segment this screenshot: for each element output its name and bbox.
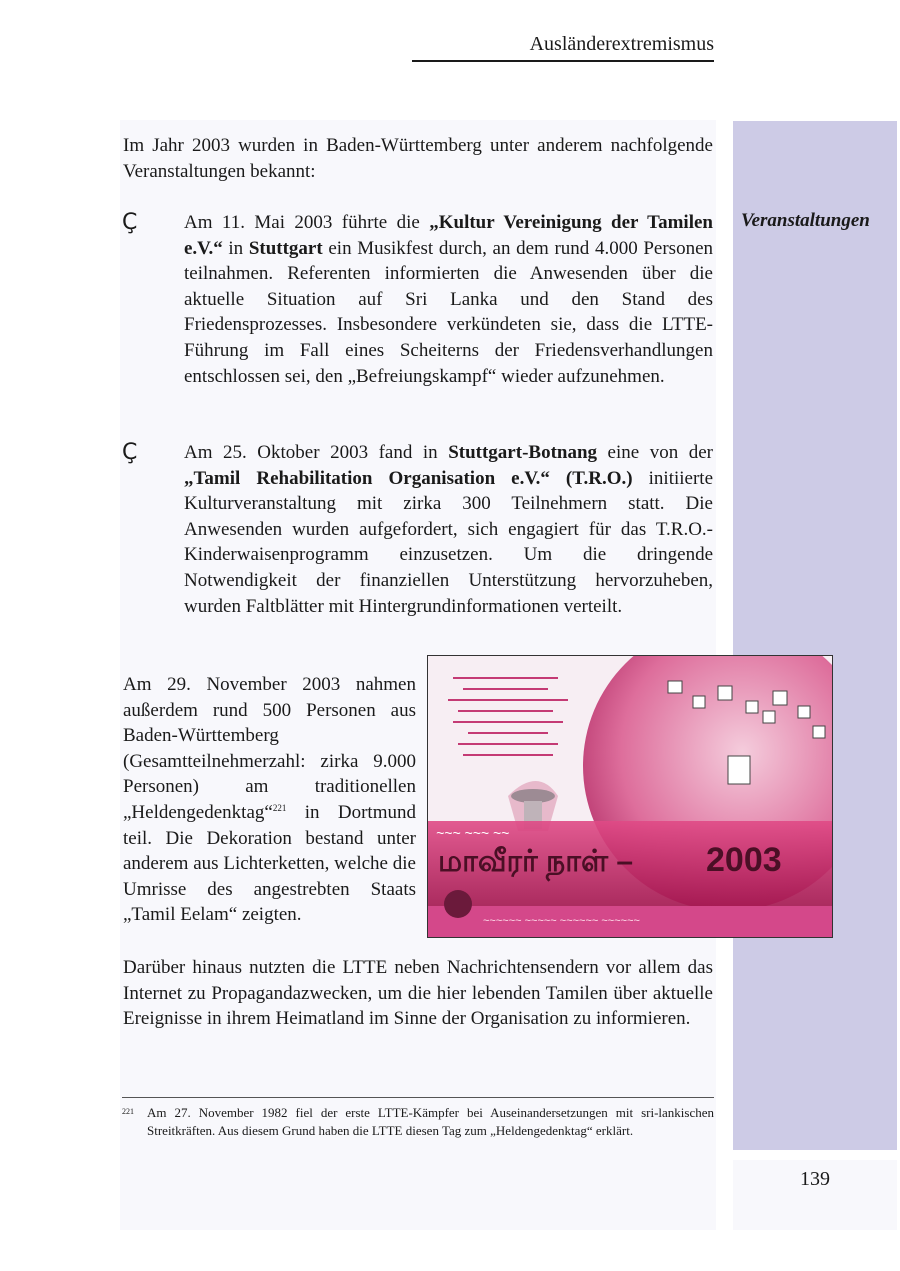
svg-text:~~~ ~~~ ~~: ~~~ ~~~ ~~: [436, 825, 510, 841]
footnote-text: Am 27. November 1982 fiel der erste LTTE-Kämpfer bei Auseinandersetzungen mit sri-lankischen Streitkräften. Aus diesem Grund haben die LTTE diesen Tag zum „Heldengedenktag“ erklärt.: [147, 1105, 714, 1138]
closing-paragraph: Darüber hinaus nutzten die LTTE neben Nachrichtensendern vor allem das Internet zu Propagandazwecken, um die hier lebenden Tamilen über aktuelle Ereignisse in ihrem Heimatland im Sinne der Organisation zu informieren.: [123, 957, 713, 1030]
footnote-divider: [122, 1097, 714, 1098]
svg-text:2003: 2003: [706, 841, 782, 879]
bullet-marker: Ç: [122, 440, 138, 465]
bullet-marker: Ç: [122, 210, 138, 235]
footnote-number: 221: [122, 1107, 134, 1116]
heldengedenktag-poster-image: [427, 655, 833, 938]
poster-artwork: [428, 656, 832, 937]
sidebar-label: Veranstaltungen: [741, 210, 870, 231]
svg-text:~~~~~~ ~~~~~ ~~~~~~ ~~~~~~: ~~~~~~ ~~~~~ ~~~~~~ ~~~~~~: [483, 915, 640, 927]
bullet-paragraph: Am 11. Mai 2003 führte die „Kultur Vereinigung der Tamilen e.V.“ in Stuttgart ein Musikfest durch, an dem rund 4.000 Personen teilnahmen. Referenten informierten die Anwesenden über die aktuelle Situation auf Sri Lanka und den Stand des Friedensprozesses. Insbesondere verkündeten sie, dass die LTTE-Führung im Fall eines Scheiterns der Friedensverhandlungen entschlossen sei, den „Befreiungskampf“ wieder aufzunehmen.: [184, 212, 714, 387]
svg-text:மாவீரர் நாள் –: மாவீரர் நாள் –: [438, 845, 634, 878]
running-header: Ausländerextremismus: [412, 33, 714, 62]
page-number: 139: [733, 1160, 897, 1230]
margin-sidebar: [733, 121, 897, 1150]
bullet-paragraph: Am 25. Oktober 2003 fand in Stuttgart-Botnang eine von der „Tamil Rehabilitation Organisation e.V.“ (T.R.O.) initiierte Kulturveranstaltung mit zirka 300 Teilnehmern statt. Die Anwesenden wurden aufgefordert, sich engagiert für das T.R.O.-Kinderwaisenprogramm einzusetzen. Um die dringende Notwendigkeit der finanziellen Unterstützung hervorzuheben, wurden Faltblätter mit Hintergrundinformationen verteilt.: [184, 442, 713, 617]
intro-paragraph: Im Jahr 2003 wurden in Baden-Württemberg unter anderem nachfolgende Veranstaltungen bekannt:: [123, 135, 713, 182]
footnote: [122, 1104, 714, 1140]
november-paragraph: Am 29. November 2003 nahmen außerdem rund 500 Personen aus Baden-Württemberg (Gesamtteilnehmerzahl: zirka 9.000 Personen) am traditionellen „Heldengedenktag“$^{221}$ in Dortmund teil. Die Dekoration bestand unter anderem aus Lichterketten, welche die Umrisse des angestrebten Staats „Tamil Eelam“ zeigten.: [123, 674, 416, 926]
